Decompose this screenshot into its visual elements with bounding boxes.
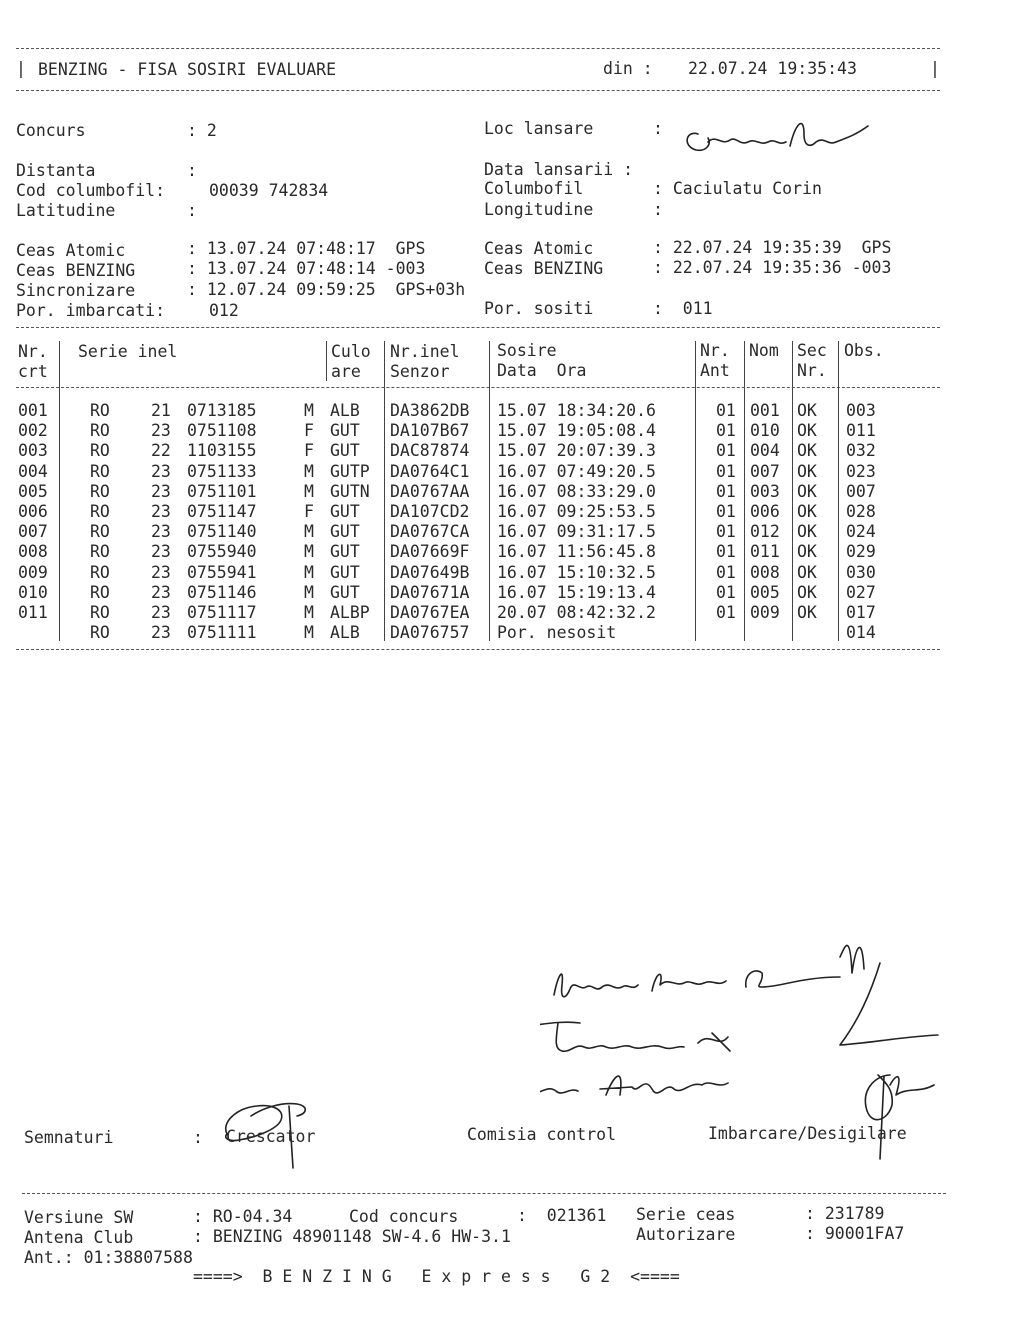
row-sec: OK <box>797 502 817 521</box>
row-nom: 003 <box>750 481 780 501</box>
row-nom: 010 <box>750 421 780 441</box>
row-country: RO <box>90 421 110 441</box>
row-nom: 006 <box>750 502 780 521</box>
col-divider <box>792 341 793 641</box>
por-sositi-value: : 011 <box>653 299 713 318</box>
ceas-atomic-label: Ceas Atomic <box>16 241 126 260</box>
row-ring: 0755940 <box>187 542 257 562</box>
antena-club-label: Antena Club <box>24 1228 134 1247</box>
footer-top-rule <box>22 1193 946 1194</box>
row-sec: OK <box>797 441 817 461</box>
row-ring: 0751117 <box>187 603 257 622</box>
row-color: GUT <box>330 502 360 521</box>
row-crt: 003 <box>18 441 48 461</box>
row-nom: 004 <box>750 441 780 461</box>
row-arrival: 20.07 08:42:32.2 <box>497 603 656 622</box>
row-sec: OK <box>797 522 817 542</box>
columbofil-value: : Caciulatu Corin <box>653 179 822 198</box>
row-obs: 011 <box>846 421 876 441</box>
row-year: 23 <box>151 582 171 602</box>
th-serie-inel: Serie inel <box>78 342 178 361</box>
row-obs: 014 <box>846 623 876 643</box>
row-crt: 007 <box>18 522 48 542</box>
th-sec-nr: Nr. <box>797 361 827 380</box>
th-are: are <box>331 362 361 381</box>
row-ring: 0755941 <box>187 562 257 582</box>
row-sensor: DA0767AA <box>390 481 470 501</box>
row-arrival: 16.07 07:49:20.5 <box>497 461 656 481</box>
row-antenna: 01 <box>716 461 736 481</box>
row-color: GUT <box>330 562 360 582</box>
row-year: 23 <box>151 502 171 521</box>
row-nom: 011 <box>750 542 780 562</box>
row-sex: M <box>304 522 314 542</box>
row-sec: OK <box>797 582 817 602</box>
serie-ceas-value: : 231789 <box>805 1204 885 1223</box>
row-nom: 009 <box>750 603 780 622</box>
row-color: GUT <box>330 421 360 441</box>
row-country: RO <box>90 461 110 481</box>
th-culo: Culo <box>331 342 371 361</box>
row-color: GUTN <box>330 481 370 501</box>
cod-concurs-value: : 021361 <box>517 1206 607 1225</box>
row-color: ALBP <box>330 603 370 622</box>
header-right-bar: | <box>930 59 940 78</box>
row-country: RO <box>90 562 110 582</box>
semnaturi-sep: : <box>193 1128 203 1147</box>
row-sec: OK <box>797 542 817 562</box>
row-year: 23 <box>151 461 171 481</box>
cod-columbofil-label: Cod columbofil: <box>16 181 166 200</box>
por-imbarcati-label: Por. imbarcati: <box>16 301 166 320</box>
table-bottom-rule <box>16 649 940 650</box>
row-obs: 007 <box>846 481 876 501</box>
row-antenna: 01 <box>716 421 736 441</box>
th-nr-inel: Nr.inel <box>390 342 460 361</box>
col-divider <box>326 341 327 381</box>
row-sensor: DA076757 <box>390 623 470 643</box>
row-antenna: 01 <box>716 603 736 622</box>
loc-lansare-sep: : <box>653 119 663 138</box>
row-sensor: DA0764C1 <box>390 461 470 481</box>
versiune-sw-value: : RO-04.34 <box>193 1207 293 1226</box>
row-ring: 0751146 <box>187 582 257 602</box>
row-obs: 030 <box>846 562 876 582</box>
row-year: 23 <box>151 481 171 501</box>
row-sensor: DA107B67 <box>390 421 470 441</box>
row-arrival: 15.07 19:05:08.4 <box>497 421 656 441</box>
row-obs: 023 <box>846 461 876 481</box>
distanta-label: Distanta <box>16 161 96 180</box>
row-arrival: 16.07 15:19:13.4 <box>497 582 656 602</box>
columbofil-label: Columbofil <box>484 179 584 198</box>
row-antenna: 01 <box>716 522 736 542</box>
row-arrival: 16.07 08:33:29.0 <box>497 481 656 501</box>
longitudine-value: : <box>653 200 663 219</box>
row-obs: 029 <box>846 542 876 562</box>
row-nom: 007 <box>750 461 780 481</box>
sincronizare-label: Sincronizare <box>16 281 136 300</box>
crescator-label: Crescator <box>226 1127 316 1146</box>
th-sec: Sec <box>797 341 827 360</box>
row-sec: OK <box>797 603 817 622</box>
row-year: 23 <box>151 603 171 622</box>
row-sex: M <box>304 401 314 420</box>
latitudine-label: Latitudine <box>16 201 116 220</box>
row-country: RO <box>90 502 110 521</box>
th-nr-ant: Nr. <box>700 341 730 360</box>
row-sec: OK <box>797 421 817 441</box>
row-color: ALB <box>330 623 360 643</box>
row-year: 23 <box>151 542 171 562</box>
row-crt: 005 <box>18 481 48 501</box>
row-year: 23 <box>151 421 171 441</box>
col-divider <box>384 341 385 641</box>
loc-lansare-label: Loc lansare <box>484 119 594 138</box>
row-arrival: 16.07 11:56:45.8 <box>497 542 656 562</box>
row-year: 23 <box>151 562 171 582</box>
row-country: RO <box>90 441 110 461</box>
row-sex: F <box>304 441 314 461</box>
row-sex: F <box>304 421 314 441</box>
row-crt: 010 <box>18 582 48 602</box>
row-obs: 032 <box>846 441 876 461</box>
row-nom: 001 <box>750 401 780 420</box>
ceas-benzing-end: : 22.07.24 19:35:36 -003 <box>653 258 892 277</box>
header-top-rule <box>16 48 940 49</box>
row-sec: OK <box>797 562 817 582</box>
row-antenna: 01 <box>716 582 736 602</box>
th-obs: Obs. <box>844 341 884 360</box>
col-divider <box>695 341 696 641</box>
row-antenna: 01 <box>716 401 736 420</box>
row-sec: OK <box>797 481 817 501</box>
imbarcare-desigilare-label: Imbarcare/Desigilare <box>708 1124 907 1143</box>
row-country: RO <box>90 603 110 622</box>
ceas-atomic-end-label: Ceas Atomic <box>484 239 594 258</box>
th-sosire: Sosire <box>497 341 557 360</box>
report-title: BENZING - FISA SOSIRI EVALUARE <box>38 60 337 79</box>
table-header-rule <box>16 387 940 388</box>
data-lansarii-label: Data lansarii : <box>484 160 634 179</box>
row-sex: M <box>304 623 314 643</box>
col-divider <box>838 341 839 641</box>
th-nom: Nom <box>749 341 779 360</box>
row-obs: 027 <box>846 582 876 602</box>
ceas-atomic-end: : 22.07.24 19:35:39 GPS <box>653 238 892 257</box>
benzing-express-banner: ====> B E N Z I N G E x p r e s s G 2 <==== <box>193 1267 680 1286</box>
row-country: RO <box>90 542 110 562</box>
row-sensor: DA107CD2 <box>390 502 470 521</box>
autorizare-label: Autorizare <box>636 1225 736 1244</box>
ceas-benzing-end-label: Ceas BENZING <box>484 259 604 278</box>
row-crt: 004 <box>18 461 48 481</box>
row-country: RO <box>90 481 110 501</box>
longitudine-label: Longitudine <box>484 200 594 219</box>
row-year: 23 <box>151 623 171 643</box>
concurs-value: : 2 <box>187 121 217 140</box>
row-sec: OK <box>797 401 817 420</box>
row-sensor: DA0767EA <box>390 603 470 622</box>
th-data-ora: Data Ora <box>497 361 587 380</box>
ceas-benzing-label: Ceas BENZING <box>16 261 136 280</box>
row-color: GUTP <box>330 461 370 481</box>
row-sensor: DAC87874 <box>390 441 470 461</box>
row-sex: M <box>304 582 314 602</box>
row-crt: 002 <box>18 421 48 441</box>
por-sositi-label: Por. sositi <box>484 299 594 318</box>
row-year: 22 <box>151 441 171 461</box>
header-left-bar: | <box>16 59 26 78</box>
row-obs: 024 <box>846 522 876 542</box>
row-sec: OK <box>797 461 817 481</box>
row-crt: 001 <box>18 401 48 420</box>
row-crt: 006 <box>18 502 48 521</box>
col-divider <box>59 341 60 641</box>
row-ring: 0751147 <box>187 502 257 521</box>
row-obs: 017 <box>846 603 876 622</box>
row-color: GUT <box>330 542 360 562</box>
row-country: RO <box>90 401 110 420</box>
row-crt: 011 <box>18 603 48 622</box>
row-antenna: 01 <box>716 562 736 582</box>
row-arrival: 15.07 20:07:39.3 <box>497 441 656 461</box>
row-year: 21 <box>151 401 171 420</box>
row-sex: M <box>304 603 314 622</box>
th-nr: Nr. <box>18 342 48 361</box>
semnaturi-label: Semnaturi <box>24 1128 114 1147</box>
col-divider <box>744 341 745 641</box>
row-ring: 0713185 <box>187 401 257 420</box>
row-crt: 009 <box>18 562 48 582</box>
row-color: GUT <box>330 582 360 602</box>
row-color: ALB <box>330 401 360 420</box>
row-ring: 1103155 <box>187 441 257 461</box>
row-sex: F <box>304 502 314 521</box>
latitudine-value: : <box>187 201 197 220</box>
row-sex: M <box>304 562 314 582</box>
ceas-atomic-start: : 13.07.24 07:48:17 GPS <box>187 239 426 258</box>
row-sex: M <box>304 481 314 501</box>
row-ring: 0751133 <box>187 461 257 481</box>
row-ring: 0751140 <box>187 522 257 542</box>
comisia-control-label: Comisia control <box>467 1125 617 1144</box>
versiune-sw-label: Versiune SW <box>24 1208 134 1227</box>
row-crt: 008 <box>18 542 48 562</box>
row-antenna: 01 <box>716 502 736 521</box>
header-bottom-rule <box>16 90 940 91</box>
row-antenna: 01 <box>716 542 736 562</box>
por-imbarcati-value: 012 <box>209 301 239 320</box>
th-senzor: Senzor <box>390 362 450 381</box>
serie-ceas-label: Serie ceas <box>636 1205 736 1224</box>
antena-id: Ant.: 01:38807588 <box>24 1248 193 1267</box>
row-sex: M <box>304 542 314 562</box>
row-nom: 012 <box>750 522 780 542</box>
row-color: GUT <box>330 522 360 542</box>
row-nom: 008 <box>750 562 780 582</box>
row-antenna: 01 <box>716 481 736 501</box>
row-obs: 003 <box>846 401 876 420</box>
autorizare-value: : 90001FA7 <box>805 1224 905 1243</box>
row-country: RO <box>90 522 110 542</box>
row-nom: 005 <box>750 582 780 602</box>
row-arrival: 16.07 09:31:17.5 <box>497 522 656 542</box>
table-top-rule <box>16 327 940 328</box>
row-ring: 0751108 <box>187 421 257 441</box>
col-divider <box>489 341 490 641</box>
row-country: RO <box>90 582 110 602</box>
concurs-label: Concurs <box>16 121 86 140</box>
sincronizare-value: : 12.07.24 09:59:25 GPS+03h <box>187 280 466 299</box>
row-arrival: 16.07 09:25:53.5 <box>497 502 656 521</box>
distanta-value: : <box>187 161 197 180</box>
row-ring: 0751101 <box>187 481 257 501</box>
row-obs: 028 <box>846 502 876 521</box>
th-ant: Ant <box>700 361 730 380</box>
row-sensor: DA3862DB <box>390 401 470 420</box>
row-year: 23 <box>151 522 171 542</box>
row-arrival: 15.07 18:34:20.6 <box>497 401 656 420</box>
row-ring: 0751111 <box>187 623 257 643</box>
report-date-label: din : <box>603 59 653 78</box>
cod-concurs-label: Cod concurs <box>349 1207 459 1226</box>
antena-club-value: : BENZING 48901148 SW-4.6 HW-3.1 <box>193 1227 511 1246</box>
row-sex: M <box>304 461 314 481</box>
row-color: GUT <box>330 441 360 461</box>
row-sensor: DA07649B <box>390 562 470 582</box>
cod-columbofil-value: 00039 742834 <box>209 181 329 200</box>
loc-lansare-handwritten-signature <box>678 112 878 160</box>
row-sensor: DA07671A <box>390 582 470 602</box>
row-sensor: DA07669F <box>390 542 470 562</box>
row-antenna: 01 <box>716 441 736 461</box>
row-arrival: Por. nesosit <box>497 623 617 643</box>
row-country: RO <box>90 623 110 643</box>
report-datetime: 22.07.24 19:35:43 <box>688 59 857 78</box>
row-arrival: 16.07 15:10:32.5 <box>497 562 656 582</box>
row-sensor: DA0767CA <box>390 522 470 542</box>
th-crt: crt <box>18 362 48 381</box>
ceas-benzing-start: : 13.07.24 07:48:14 -003 <box>187 259 426 278</box>
